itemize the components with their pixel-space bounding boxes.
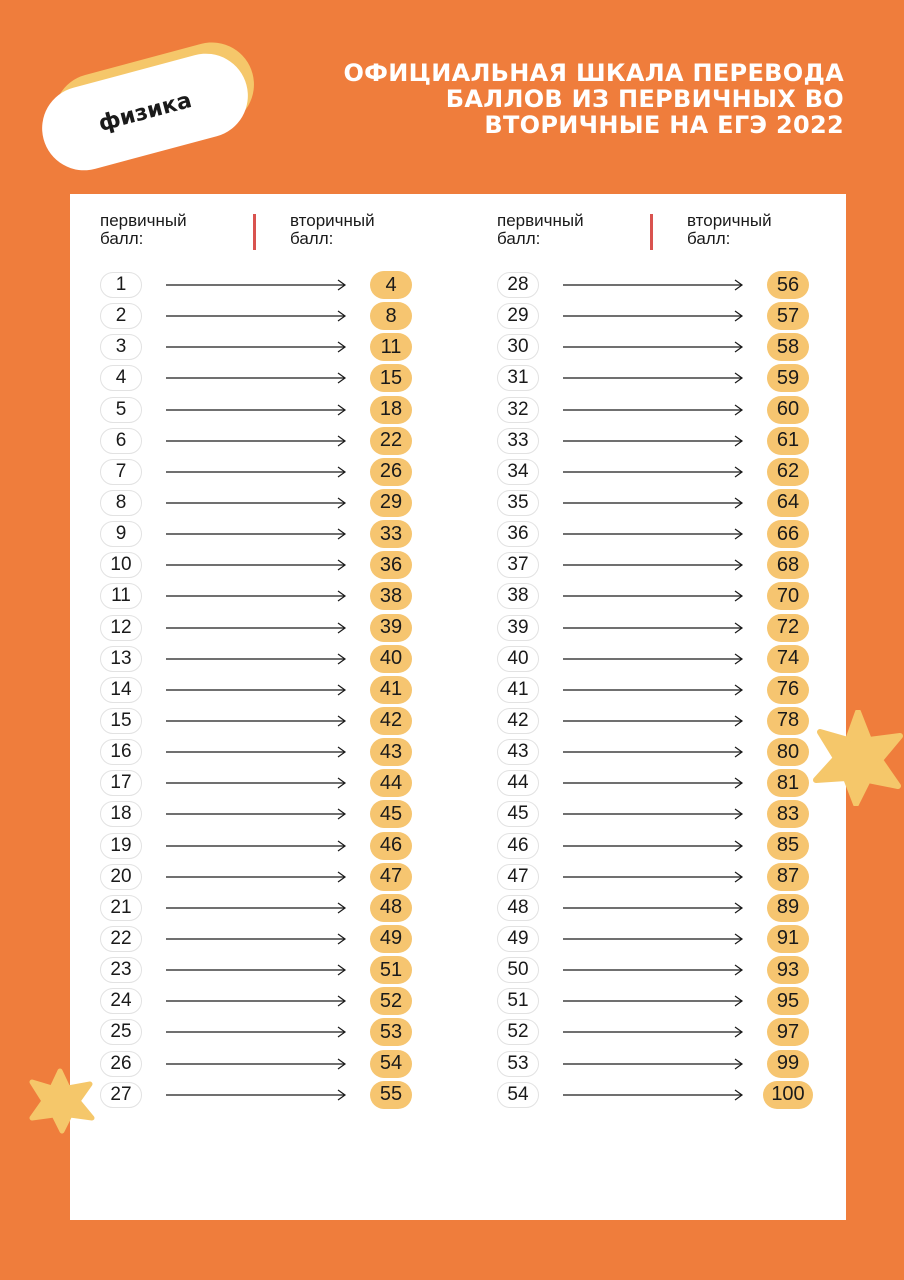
table-row bbox=[100, 862, 460, 893]
secondary-score: 83 bbox=[767, 800, 809, 828]
arrow-icon bbox=[563, 346, 743, 348]
table-row bbox=[100, 519, 460, 550]
primary-score: 27 bbox=[100, 1082, 142, 1108]
secondary-score: 18 bbox=[370, 396, 412, 424]
arrow-icon bbox=[563, 284, 743, 286]
title-line-1: ОФИЦИАЛЬНАЯ ШКАЛА ПЕРЕВОДА bbox=[343, 59, 844, 87]
table-row bbox=[497, 581, 857, 612]
table-row bbox=[497, 799, 857, 830]
table-row bbox=[100, 706, 460, 737]
secondary-score: 91 bbox=[767, 925, 809, 953]
secondary-score: 72 bbox=[767, 614, 809, 642]
secondary-score: 40 bbox=[370, 645, 412, 673]
table-row bbox=[100, 395, 460, 426]
table-row bbox=[497, 1049, 857, 1080]
arrow-icon bbox=[563, 502, 743, 504]
secondary-score: 47 bbox=[370, 863, 412, 891]
title-line-2: БАЛЛОВ ИЗ ПЕРВИЧНЫХ ВО bbox=[445, 85, 844, 113]
primary-score: 2 bbox=[100, 303, 142, 329]
arrow-icon bbox=[166, 284, 346, 286]
star-decoration-right bbox=[812, 710, 904, 806]
secondary-score: 42 bbox=[370, 707, 412, 735]
left-rows bbox=[100, 270, 460, 1111]
table-row bbox=[497, 332, 857, 363]
primary-score: 32 bbox=[497, 397, 539, 423]
table-row bbox=[497, 955, 857, 986]
secondary-score: 11 bbox=[370, 333, 412, 361]
table-row bbox=[100, 1049, 460, 1080]
table-row bbox=[100, 270, 460, 301]
table-row bbox=[100, 488, 460, 519]
arrow-icon bbox=[166, 845, 346, 847]
table-row bbox=[100, 581, 460, 612]
arrow-icon bbox=[563, 876, 743, 878]
secondary-score: 70 bbox=[767, 582, 809, 610]
arrow-icon bbox=[166, 440, 346, 442]
page-title bbox=[284, 60, 844, 138]
arrow-icon bbox=[166, 689, 346, 691]
arrow-icon bbox=[563, 782, 743, 784]
secondary-score: 89 bbox=[767, 894, 809, 922]
secondary-score: 57 bbox=[767, 302, 809, 330]
arrow-icon bbox=[166, 720, 346, 722]
table-row bbox=[497, 550, 857, 581]
primary-score: 39 bbox=[497, 615, 539, 641]
table-row bbox=[100, 1080, 460, 1111]
primary-score: 50 bbox=[497, 957, 539, 983]
arrow-icon bbox=[563, 564, 743, 566]
secondary-score: 100 bbox=[763, 1081, 813, 1109]
secondary-header-line-2: балл: bbox=[290, 229, 334, 248]
arrow-icon bbox=[166, 595, 346, 597]
arrow-icon bbox=[563, 595, 743, 597]
table-row bbox=[497, 1017, 857, 1048]
arrow-icon bbox=[563, 689, 743, 691]
table-row bbox=[100, 924, 460, 955]
primary-header bbox=[100, 212, 260, 252]
primary-score: 29 bbox=[497, 303, 539, 329]
arrow-icon bbox=[166, 502, 346, 504]
table-row bbox=[100, 831, 460, 862]
table-row bbox=[100, 1017, 460, 1048]
primary-score: 34 bbox=[497, 459, 539, 485]
primary-score: 19 bbox=[100, 833, 142, 859]
arrow-icon bbox=[166, 1000, 346, 1002]
primary-score: 51 bbox=[497, 988, 539, 1014]
secondary-score: 41 bbox=[370, 676, 412, 704]
secondary-score: 26 bbox=[370, 458, 412, 486]
primary-score: 36 bbox=[497, 521, 539, 547]
secondary-score: 81 bbox=[767, 769, 809, 797]
primary-score: 11 bbox=[100, 583, 142, 609]
table-row bbox=[100, 799, 460, 830]
table-row bbox=[497, 644, 857, 675]
arrow-icon bbox=[166, 1094, 346, 1096]
arrow-icon bbox=[563, 627, 743, 629]
secondary-score: 48 bbox=[370, 894, 412, 922]
primary-score: 8 bbox=[100, 490, 142, 516]
table-row bbox=[100, 893, 460, 924]
secondary-score: 59 bbox=[767, 364, 809, 392]
arrow-icon bbox=[563, 1000, 743, 1002]
primary-score: 3 bbox=[100, 334, 142, 360]
table-row bbox=[100, 457, 460, 488]
table-row bbox=[497, 706, 857, 737]
primary-score: 24 bbox=[100, 988, 142, 1014]
arrow-icon bbox=[166, 938, 346, 940]
secondary-score: 99 bbox=[767, 1050, 809, 1078]
table-row bbox=[497, 986, 857, 1017]
primary-score: 12 bbox=[100, 615, 142, 641]
arrow-icon bbox=[563, 938, 743, 940]
secondary-score: 53 bbox=[370, 1018, 412, 1046]
arrow-icon bbox=[563, 1063, 743, 1065]
arrow-icon bbox=[166, 876, 346, 878]
table-row bbox=[497, 924, 857, 955]
arrow-icon bbox=[166, 969, 346, 971]
primary-score: 23 bbox=[100, 957, 142, 983]
primary-score: 30 bbox=[497, 334, 539, 360]
arrow-icon bbox=[166, 782, 346, 784]
secondary-score: 87 bbox=[767, 863, 809, 891]
secondary-score: 46 bbox=[370, 832, 412, 860]
header-separator bbox=[253, 214, 256, 250]
primary-score: 49 bbox=[497, 926, 539, 952]
arrow-icon bbox=[563, 845, 743, 847]
secondary-score: 45 bbox=[370, 800, 412, 828]
primary-score: 15 bbox=[100, 708, 142, 734]
arrow-icon bbox=[166, 907, 346, 909]
primary-score: 21 bbox=[100, 895, 142, 921]
secondary-score: 39 bbox=[370, 614, 412, 642]
arrow-icon bbox=[563, 813, 743, 815]
secondary-score: 49 bbox=[370, 925, 412, 953]
primary-score: 45 bbox=[497, 801, 539, 827]
secondary-score: 74 bbox=[767, 645, 809, 673]
primary-score: 41 bbox=[497, 677, 539, 703]
secondary-score: 76 bbox=[767, 676, 809, 704]
star-decoration-left bbox=[26, 1068, 96, 1134]
table-row bbox=[497, 768, 857, 799]
arrow-icon bbox=[563, 1031, 743, 1033]
table-row bbox=[100, 426, 460, 457]
table-row bbox=[497, 675, 857, 706]
table-row bbox=[100, 955, 460, 986]
primary-score: 4 bbox=[100, 365, 142, 391]
primary-header bbox=[497, 212, 657, 252]
primary-score: 17 bbox=[100, 770, 142, 796]
primary-score: 35 bbox=[497, 490, 539, 516]
secondary-score: 66 bbox=[767, 520, 809, 548]
table-row bbox=[497, 519, 857, 550]
secondary-score: 60 bbox=[767, 396, 809, 424]
arrow-icon bbox=[166, 471, 346, 473]
secondary-score: 8 bbox=[370, 302, 412, 330]
primary-header-line-2: балл: bbox=[497, 229, 541, 248]
secondary-score: 95 bbox=[767, 987, 809, 1015]
primary-score: 31 bbox=[497, 365, 539, 391]
secondary-score: 61 bbox=[767, 427, 809, 455]
title-line-3: ВТОРИЧНЫЕ НА ЕГЭ 2022 bbox=[484, 111, 844, 139]
arrow-icon bbox=[166, 751, 346, 753]
primary-score: 46 bbox=[497, 833, 539, 859]
secondary-score: 52 bbox=[370, 987, 412, 1015]
secondary-score: 43 bbox=[370, 738, 412, 766]
table-row bbox=[497, 613, 857, 644]
arrow-icon bbox=[166, 315, 346, 317]
arrow-icon bbox=[166, 377, 346, 379]
table-row bbox=[497, 831, 857, 862]
secondary-score: 80 bbox=[767, 738, 809, 766]
table-row bbox=[497, 270, 857, 301]
subject-badge-label: физика bbox=[95, 87, 195, 137]
table-row bbox=[100, 550, 460, 581]
arrow-icon bbox=[563, 969, 743, 971]
arrow-icon bbox=[563, 1094, 743, 1096]
arrow-icon bbox=[563, 409, 743, 411]
arrow-icon bbox=[563, 751, 743, 753]
primary-score: 33 bbox=[497, 428, 539, 454]
arrow-icon bbox=[166, 658, 346, 660]
primary-score: 18 bbox=[100, 801, 142, 827]
secondary-score: 97 bbox=[767, 1018, 809, 1046]
arrow-icon bbox=[166, 1063, 346, 1065]
secondary-score: 93 bbox=[767, 956, 809, 984]
table-row bbox=[100, 737, 460, 768]
secondary-header-line-2: балл: bbox=[687, 229, 731, 248]
secondary-score: 15 bbox=[370, 364, 412, 392]
secondary-score: 4 bbox=[370, 271, 412, 299]
secondary-score: 64 bbox=[767, 489, 809, 517]
table-row bbox=[100, 332, 460, 363]
secondary-score: 33 bbox=[370, 520, 412, 548]
primary-score: 20 bbox=[100, 864, 142, 890]
secondary-header-line-1: вторичный bbox=[687, 211, 772, 230]
table-row bbox=[100, 613, 460, 644]
score-table-card bbox=[70, 194, 846, 1220]
left-column bbox=[100, 194, 460, 1220]
primary-header-line-2: балл: bbox=[100, 229, 144, 248]
table-row bbox=[100, 768, 460, 799]
primary-score: 43 bbox=[497, 739, 539, 765]
secondary-score: 51 bbox=[370, 956, 412, 984]
secondary-header bbox=[290, 212, 460, 252]
secondary-score: 38 bbox=[370, 582, 412, 610]
arrow-icon bbox=[166, 564, 346, 566]
primary-score: 48 bbox=[497, 895, 539, 921]
primary-score: 53 bbox=[497, 1051, 539, 1077]
primary-score: 54 bbox=[497, 1082, 539, 1108]
table-row bbox=[497, 1080, 857, 1111]
secondary-header bbox=[687, 212, 857, 252]
table-row bbox=[497, 426, 857, 457]
table-row bbox=[100, 301, 460, 332]
secondary-score: 62 bbox=[767, 458, 809, 486]
arrow-icon bbox=[563, 658, 743, 660]
primary-score: 14 bbox=[100, 677, 142, 703]
primary-score: 1 bbox=[100, 272, 142, 298]
arrow-icon bbox=[563, 315, 743, 317]
primary-score: 5 bbox=[100, 397, 142, 423]
arrow-icon bbox=[563, 440, 743, 442]
arrow-icon bbox=[563, 533, 743, 535]
secondary-score: 78 bbox=[767, 707, 809, 735]
primary-score: 26 bbox=[100, 1051, 142, 1077]
right-rows bbox=[497, 270, 857, 1111]
table-row bbox=[497, 457, 857, 488]
primary-score: 40 bbox=[497, 646, 539, 672]
table-row bbox=[497, 737, 857, 768]
secondary-score: 36 bbox=[370, 551, 412, 579]
arrow-icon bbox=[166, 813, 346, 815]
primary-score: 38 bbox=[497, 583, 539, 609]
table-row bbox=[100, 363, 460, 394]
table-row bbox=[100, 675, 460, 706]
arrow-icon bbox=[563, 377, 743, 379]
primary-score: 42 bbox=[497, 708, 539, 734]
arrow-icon bbox=[166, 346, 346, 348]
primary-score: 13 bbox=[100, 646, 142, 672]
arrow-icon bbox=[166, 627, 346, 629]
arrow-icon bbox=[166, 1031, 346, 1033]
secondary-score: 68 bbox=[767, 551, 809, 579]
arrow-icon bbox=[563, 471, 743, 473]
primary-score: 47 bbox=[497, 864, 539, 890]
secondary-score: 55 bbox=[370, 1081, 412, 1109]
primary-score: 7 bbox=[100, 459, 142, 485]
table-row bbox=[497, 893, 857, 924]
table-row bbox=[100, 986, 460, 1017]
secondary-score: 85 bbox=[767, 832, 809, 860]
primary-score: 25 bbox=[100, 1019, 142, 1045]
primary-score: 37 bbox=[497, 552, 539, 578]
primary-score: 16 bbox=[100, 739, 142, 765]
arrow-icon bbox=[563, 907, 743, 909]
table-row bbox=[100, 644, 460, 675]
primary-header-line-1: первичный bbox=[497, 211, 584, 230]
primary-score: 44 bbox=[497, 770, 539, 796]
secondary-score: 22 bbox=[370, 427, 412, 455]
secondary-score: 54 bbox=[370, 1050, 412, 1078]
secondary-score: 44 bbox=[370, 769, 412, 797]
table-row bbox=[497, 862, 857, 893]
arrow-icon bbox=[563, 720, 743, 722]
primary-score: 10 bbox=[100, 552, 142, 578]
primary-score: 28 bbox=[497, 272, 539, 298]
primary-score: 52 bbox=[497, 1019, 539, 1045]
primary-score: 6 bbox=[100, 428, 142, 454]
table-row bbox=[497, 395, 857, 426]
arrow-icon bbox=[166, 409, 346, 411]
secondary-score: 58 bbox=[767, 333, 809, 361]
primary-score: 9 bbox=[100, 521, 142, 547]
secondary-score: 56 bbox=[767, 271, 809, 299]
table-row bbox=[497, 363, 857, 394]
table-row bbox=[497, 301, 857, 332]
secondary-score: 29 bbox=[370, 489, 412, 517]
secondary-header-line-1: вторичный bbox=[290, 211, 375, 230]
header-separator bbox=[650, 214, 653, 250]
right-column bbox=[497, 194, 857, 1220]
table-row bbox=[497, 488, 857, 519]
primary-score: 22 bbox=[100, 926, 142, 952]
arrow-icon bbox=[166, 533, 346, 535]
primary-header-line-1: первичный bbox=[100, 211, 187, 230]
